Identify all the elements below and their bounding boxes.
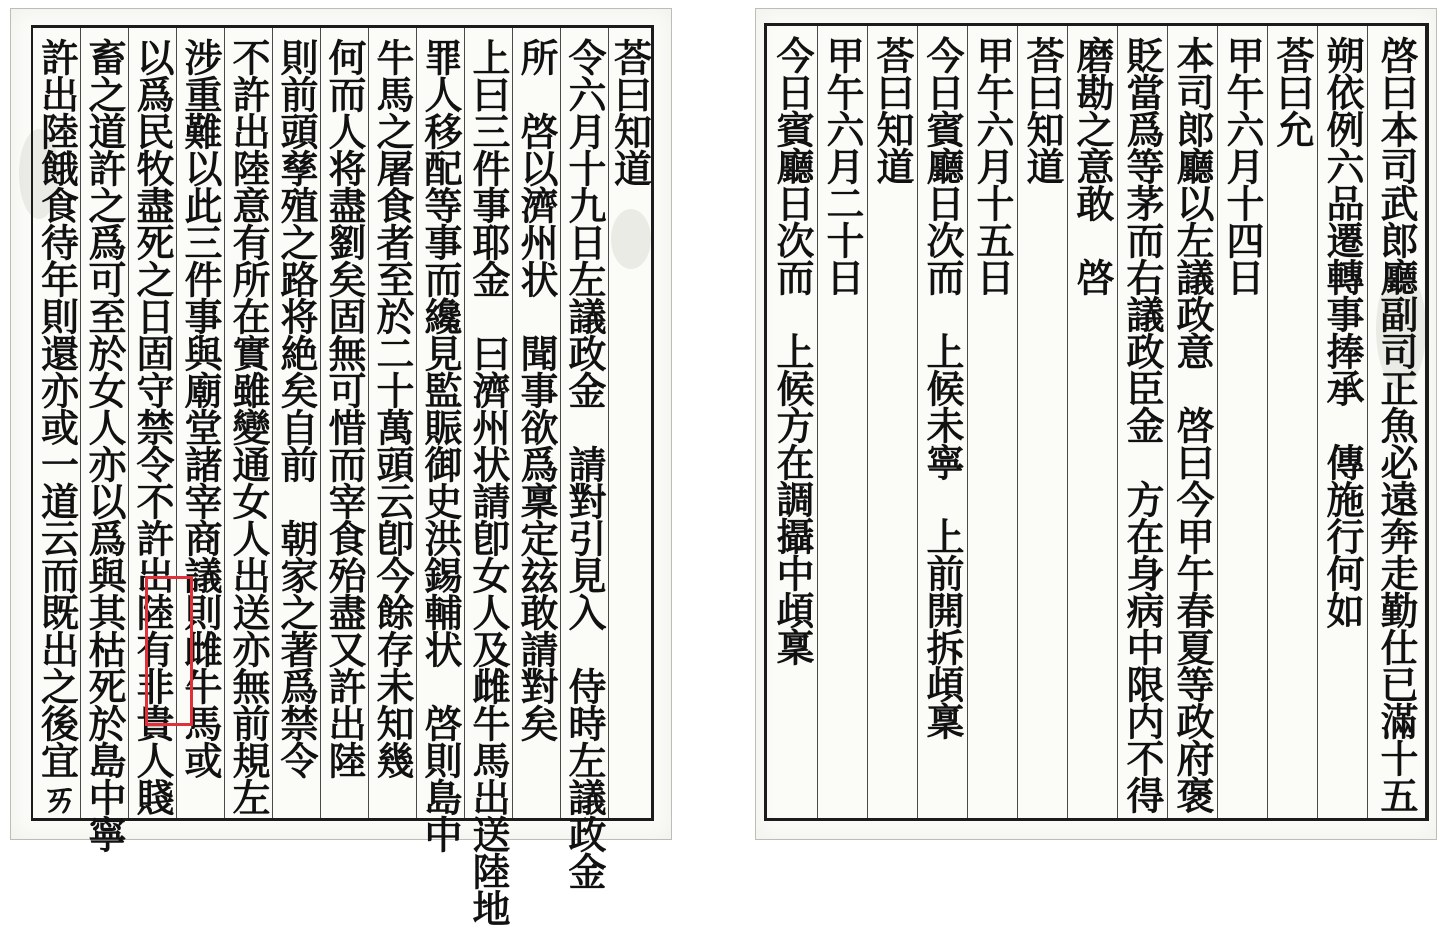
column-text: 磨勘之意敢 啓 — [1070, 36, 1115, 295]
text-column — [512, 28, 560, 818]
text-column — [817, 26, 867, 818]
column-text: 本司郎廳以左議政意 啓曰今甲午春夏等政府褒 — [1170, 36, 1215, 813]
text-column — [80, 28, 128, 852]
left-page-frame — [31, 25, 654, 926]
column-text: 以爲民牧盡死之日固守禁令不許出陸有非貴人賤 — [130, 38, 175, 815]
text-column — [33, 28, 80, 818]
left-page — [10, 8, 672, 926]
text-column — [224, 28, 272, 818]
column-text: 不許出陸意有所在實雖變通女人出送亦無前規左 — [226, 38, 271, 815]
text-column — [1167, 26, 1217, 818]
text-column — [1117, 26, 1167, 818]
text-column — [272, 28, 320, 818]
text-column — [917, 26, 967, 818]
column-text: 令六月十九日左議政金 請對引見入 侍時左議政金 — [562, 38, 607, 889]
text-column — [967, 26, 1017, 818]
column-text: 畜之道許之爲可至於女人亦以爲與其枯死於島中寧 — [82, 38, 127, 852]
column-text: 許出陸餓食待年則還亦或一道云而既出之後宜ㄞ — [34, 38, 80, 815]
right-page-frame — [764, 23, 1429, 821]
text-column — [416, 28, 464, 852]
column-text: 上曰三件事耶金 曰濟州状請卽女人及雌牛馬出送陸地 — [466, 38, 511, 926]
column-text: 今日賓廳日次而 上候方在調攝中頉稟 — [770, 36, 815, 665]
column-text: 罪人移配等事而纔見監賑御史洪錫輔状 啓則島中 — [418, 38, 463, 852]
right-page — [755, 8, 1437, 840]
column-text: 則前頭孳殖之路将絶矣自前 朝家之著爲禁令 — [274, 38, 319, 778]
column-text: 啓曰本司武郎廳副司正魚必遠奔走勤仕已滿十五 — [1374, 36, 1419, 813]
column-text: 貶當爲等茅而右議政臣金 方在身病中限内不得 — [1120, 36, 1165, 813]
highlight-box — [145, 576, 193, 726]
column-text: 今日賓廳日次而 上候未寧 上前開拆頉稟 — [920, 36, 965, 739]
text-column — [368, 28, 416, 818]
text-column — [608, 28, 651, 818]
column-text: 涉重難以此三件事與廟堂諸宰商議則雌牛馬或 — [178, 38, 223, 778]
column-text: 荅曰知道 — [607, 38, 653, 186]
text-column — [1317, 26, 1367, 818]
column-text: 所 啓以濟州状 聞事欲爲稟定玆敢請對矣 — [514, 38, 559, 741]
text-column — [867, 26, 917, 818]
text-column — [1217, 26, 1267, 818]
text-column — [320, 28, 368, 818]
text-column — [767, 26, 817, 818]
column-text: 甲午六月十四日 — [1220, 36, 1265, 295]
text-column — [1267, 26, 1317, 818]
column-text: 牛馬之屠食者至於二十萬頭云卽今餘存未知幾 — [370, 38, 415, 778]
column-text: 朔依例六品遷轉事捧承 傳施行何如 — [1320, 36, 1365, 628]
text-column — [1017, 26, 1067, 818]
text-column — [1067, 26, 1117, 818]
text-column — [464, 28, 512, 926]
column-text: 荅曰知道 — [870, 36, 915, 184]
column-text: 何而人将盡劉矣固無可惜而宰食殆盡又許出陸 — [322, 38, 367, 778]
column-text: 荅曰允 — [1270, 36, 1315, 147]
text-column — [560, 28, 608, 889]
column-text: 甲午六月二十日 — [820, 36, 865, 295]
column-text: 荅曰知道 — [1020, 36, 1065, 184]
column-text: 甲午六月十五日 — [970, 36, 1015, 295]
text-column — [1367, 26, 1425, 818]
